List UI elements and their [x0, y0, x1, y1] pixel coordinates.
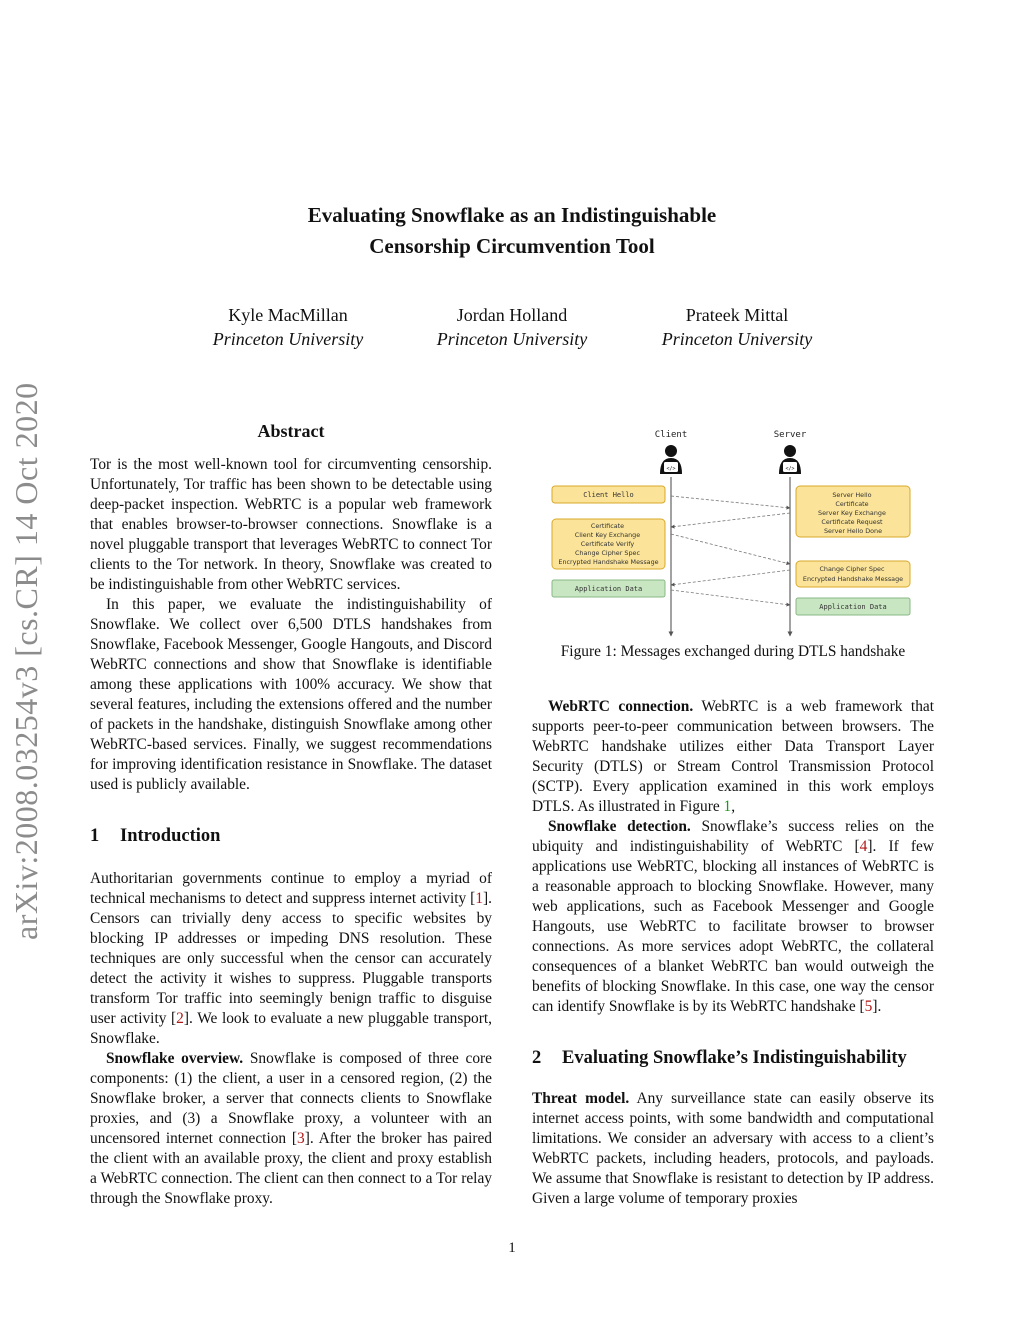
citation-link[interactable]: 3: [297, 1130, 305, 1147]
introduction-body: [90, 869, 492, 1209]
author-affiliation: Princeton University: [212, 329, 364, 349]
title-line-2: Censorship Circumvention Tool: [369, 234, 655, 258]
paragraph-lead: Threat model.: [532, 1090, 630, 1107]
author-2: [397, 303, 627, 351]
client-hello-label: Client Hello: [583, 491, 634, 499]
webrtc-connection-paragraph: WebRTC connection. WebRTC is a web framework that supports peer-to-peer communication between browsers. The WebRTC handshake utilizes either Data Transport Layer Security (DTLS) or Stream Control Transmission Protocol (SCTP). Every application examined in this work employs DTLS. As illustrated in Figure 1,: [532, 698, 934, 815]
citation-link[interactable]: 1: [475, 890, 484, 907]
arxiv-stamp: arXiv:2008.03254v3 [cs.CR] 14 Oct 2020: [8, 382, 44, 940]
threat-model-paragraph: Threat model. Any surveillance state can easily observe its internet access points, with some bandwidth and computational limitations. We consider an adversary with access to a client’s WebRTC packets, including headers, protocols, and payloads. We assume that Snowflake is resistant to detection by IP address. Given a large volume of temporary proxies: [532, 1090, 934, 1207]
right-column-body: [532, 697, 934, 1017]
server-label: Server: [773, 430, 807, 440]
svg-text:</>: </>: [785, 466, 795, 472]
section-title: Evaluating Snowflake’s Indistinguishability: [562, 1048, 907, 1068]
title-line-1: Evaluating Snowflake as an Indistinguishable: [307, 203, 717, 227]
message-arrow: [671, 570, 790, 585]
client-application-data-label: Application Data: [574, 585, 643, 593]
section-title: Introduction: [120, 826, 221, 846]
section-heading-introduction: [90, 826, 492, 847]
figure-caption: Figure 1: Messages exchanged during DTLS handshake: [560, 643, 906, 660]
client-label: Client: [654, 430, 688, 440]
author-affiliation: Princeton University: [436, 329, 588, 349]
citation-link[interactable]: 5: [864, 998, 873, 1015]
author-name: Prateek Mittal: [685, 305, 789, 325]
author-name: Kyle MacMillan: [228, 305, 348, 325]
server-person-icon: [779, 445, 801, 474]
paragraph-lead: WebRTC connection.: [548, 698, 694, 715]
section-number: 1: [90, 826, 100, 846]
abstract-paragraph-1: Tor is the most well-known tool for circumventing censorship. Unfortunately, Tor traffic has been shown to be detectable using deep-packet inspection. WebRTC is a popular web framework that enables browser-to-browser connections. Snowflake is a novel pluggable transport that leverages WebRTC to connect Tor clients to the Tor network. In theory, Snowflake was created to be indistinguishable from other WebRTC services.: [90, 456, 492, 593]
message-arrow: [671, 534, 790, 564]
server-hello-text: Server Hello Certificate Server Key Exchange Certificate Request Server Hello Done: [818, 491, 886, 535]
abstract-paragraph-2: In this paper, we evaluate the indistinguishability of Snowflake. We collect over 6,500 DTLS handshakes from Snowflake, Facebook Messenger, Google Hangouts, and Discord WebRTC connections and show that Snowflake is identifiable among these applications with 100% accuracy. We show that several features, including the extensions offered and the number of packets in the handshake, distinguish Snowflake among other WebRTC-based services. Finally, we suggest recommendations for improving identification resistance in Snowflake. The dataset used is publicly available.: [90, 596, 492, 793]
figure-link[interactable]: 1: [723, 798, 732, 815]
client-person-icon: [660, 445, 682, 474]
author-affiliation: Princeton University: [661, 329, 813, 349]
author-3: [622, 303, 852, 351]
paragraph-lead: Snowflake overview.: [106, 1050, 244, 1067]
paper-title: [0, 200, 1024, 262]
message-arrow: [671, 590, 790, 605]
snowflake-detection-paragraph: Snowflake detection. Snowflake’s success relies on the ubiquity and indistinguishability of WebRTC [4]. If few applications use WebRTC, blocking all instances of WebRTC is a reasonable approach to blocking Snowflake. However, many web applications, such as Facebook Messenger and Google Hangouts, use WebRTC to facilitate browser to browser connections. As more services adopt WebRTC, the collateral consequences of a blanket WebRTC ban would outweigh the benefits of blocking Snowflake. In this case, one way the censor can identify Snowflake is by its WebRTC handshake [5].: [532, 818, 934, 1015]
svg-text:</>: </>: [666, 466, 676, 472]
author-name: Jordan Holland: [456, 305, 568, 325]
citation-link[interactable]: 4: [859, 838, 868, 855]
intro-paragraph-2: Snowflake overview. Snowflake is composed of three core components: (1) the client, a user in a censored region, (2) the Snowflake broker, a server that connects clients to Snowflake proxies, and (3) a Snowflake proxy, a volunteer with an uncensored internet connection [3]. After the broker has paired the client with an available proxy, the client and proxy establish a WebRTC connection. The client can then connect to a Tor relay through the Snowflake proxy.: [90, 1050, 492, 1207]
section-number: 2: [532, 1048, 542, 1068]
abstract-body: [90, 455, 492, 795]
page-number: 1: [508, 1240, 516, 1256]
threat-model-body: [532, 1089, 934, 1209]
citation-link[interactable]: 2: [176, 1010, 184, 1027]
author-1: [173, 303, 403, 351]
message-arrow: [671, 496, 790, 508]
dtls-handshake-figure: [540, 420, 930, 642]
message-arrow: [671, 513, 790, 527]
server-application-data-label: Application Data: [819, 603, 887, 611]
intro-paragraph-1: Authoritarian governments continue to employ a myriad of technical mechanisms to detect and suppress internet activity [1]. Censors can trivially deny access to specific websites by blocking IP addresses or impeding DNS resolution. These techniques are only successful when the censor can accurately detect the activity it wishes to suppress. Pluggable transports transform Tor traffic into seemingly benign traffic to disguise user activity [2]. We look to evaluate a new pluggable transport, Snowflake.: [90, 870, 492, 1047]
section-heading-evaluating: [532, 1048, 934, 1069]
paragraph-lead: Snowflake detection.: [548, 818, 691, 835]
server-change-cipher-text: Change Cipher Spec Encrypted Handshake Message: [802, 565, 904, 583]
client-messages-text: Certificate Client Key Exchange Certificate Verify Change Cipher Spec Encrypted Handshake Message: [558, 522, 659, 566]
abstract-heading: Abstract: [257, 421, 325, 441]
